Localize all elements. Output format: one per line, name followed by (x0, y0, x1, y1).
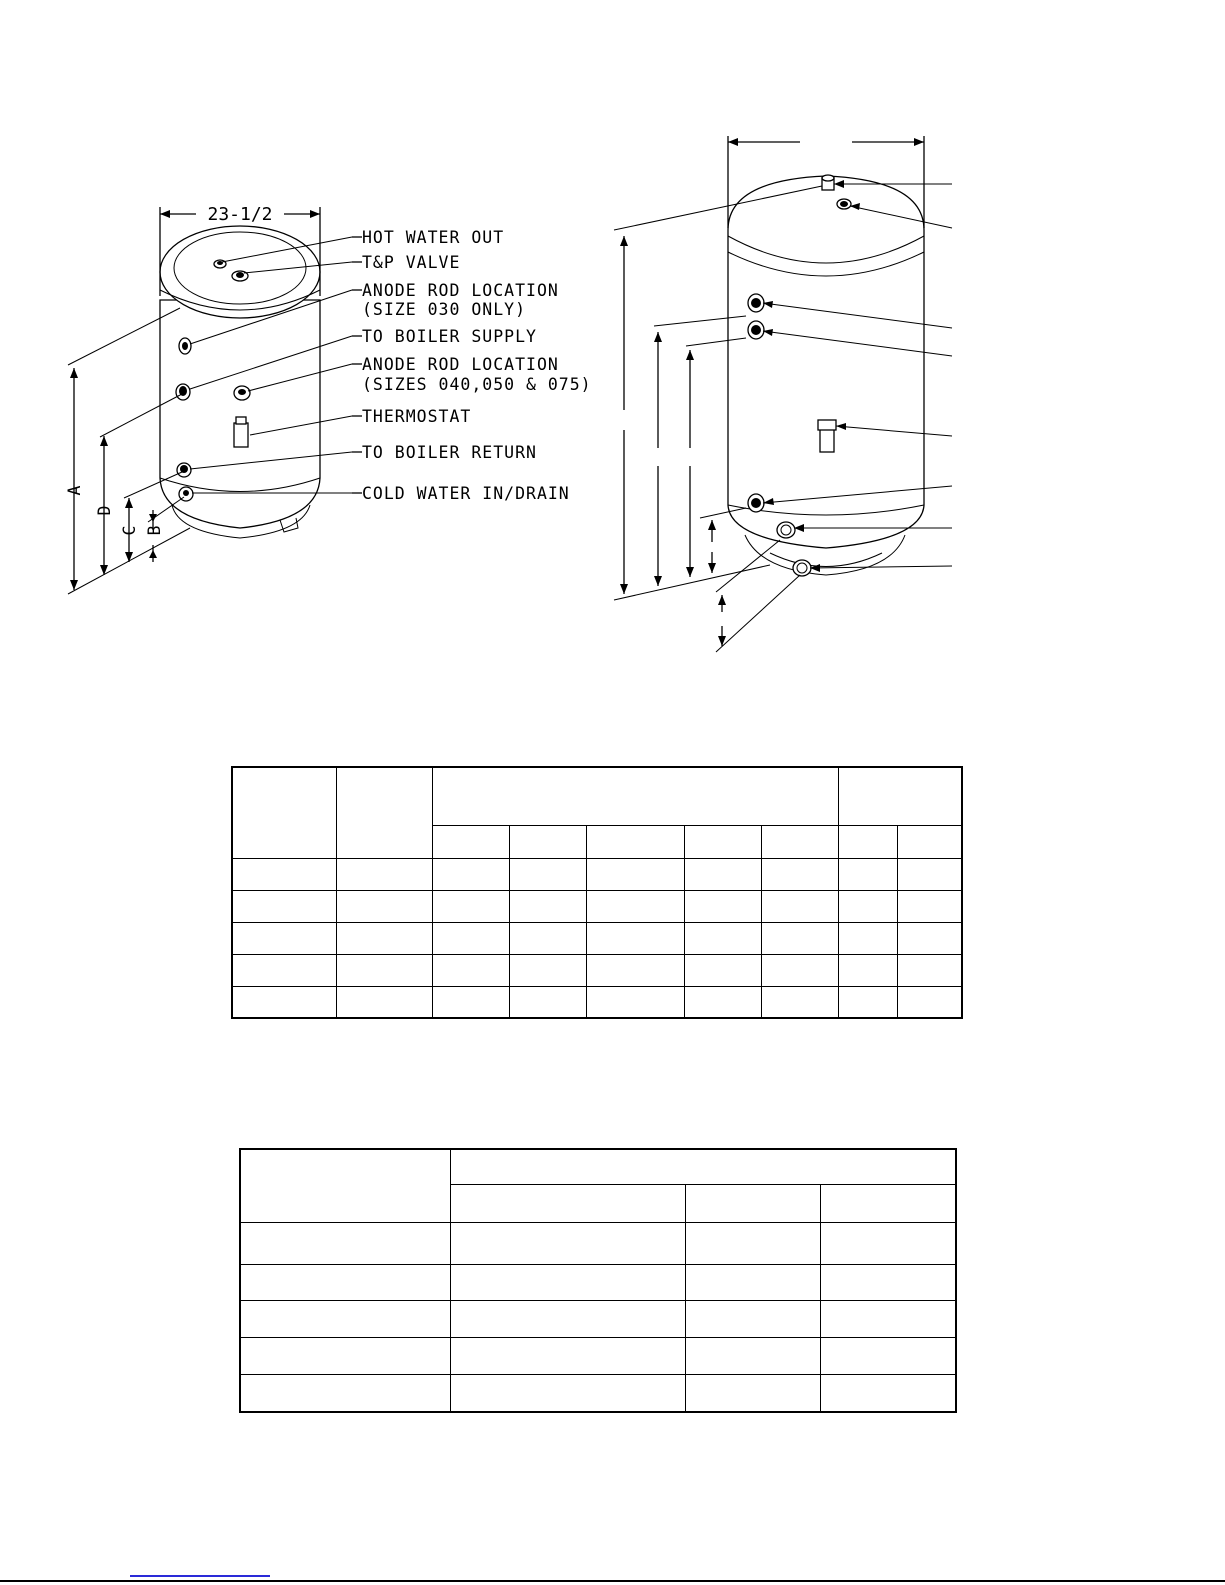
left-tank-diagram (65, 204, 592, 594)
table-cell (762, 825, 839, 858)
connections-table (239, 1148, 957, 1413)
table-row (232, 858, 962, 890)
table-row (240, 1375, 956, 1412)
label-to-boiler-supply: TO BOILER SUPPLY (362, 327, 537, 346)
table-cell (586, 825, 685, 858)
table-row (240, 1265, 956, 1301)
table-row (232, 922, 962, 954)
dim-letter-c: C (120, 524, 139, 536)
right-tank-body (728, 176, 924, 548)
label-anode-rod-040: ANODE ROD LOCATION (362, 355, 559, 374)
table-cell (838, 825, 897, 858)
dim-letter-a: A (65, 484, 84, 496)
dim-letter-b: B (145, 524, 164, 536)
table-cell (685, 825, 762, 858)
label-anode-rod-030-note: (SIZE 030 ONLY) (362, 300, 527, 319)
table-cell (897, 825, 962, 858)
table-row (240, 1149, 956, 1185)
table-cell (240, 1149, 450, 1222)
dim-letter-d: D (95, 504, 114, 516)
footer-link-underline[interactable] (130, 1575, 270, 1577)
table-cell (509, 825, 586, 858)
table-row (232, 767, 962, 825)
left-width-dimension: 23-1/2 (207, 204, 273, 225)
footer-rule (0, 1580, 1225, 1582)
table-row (240, 1222, 956, 1265)
dimensions-table (231, 766, 963, 1019)
right-tank-diagram (614, 136, 952, 652)
table-row (232, 954, 962, 986)
table-cell (838, 767, 962, 825)
label-tp-valve: T&P VALVE (362, 253, 461, 272)
table-cell (450, 1149, 956, 1185)
table-row (240, 1338, 956, 1375)
label-thermostat: THERMOSTAT (362, 407, 472, 426)
label-anode-rod-030: ANODE ROD LOCATION (362, 281, 559, 300)
table-cell (337, 767, 433, 858)
table-cell (432, 825, 509, 858)
table-cell (432, 767, 838, 825)
label-cold-water-in: COLD WATER IN/DRAIN (362, 484, 570, 503)
table-row (240, 1301, 956, 1338)
label-hot-water-out: HOT WATER OUT (362, 228, 505, 247)
table-row (232, 986, 962, 1018)
label-to-boiler-return: TO BOILER RETURN (362, 443, 537, 462)
table-row (232, 890, 962, 922)
label-anode-rod-040-note: (SIZES 040,050 & 075) (362, 375, 592, 394)
table-cell (232, 767, 337, 858)
